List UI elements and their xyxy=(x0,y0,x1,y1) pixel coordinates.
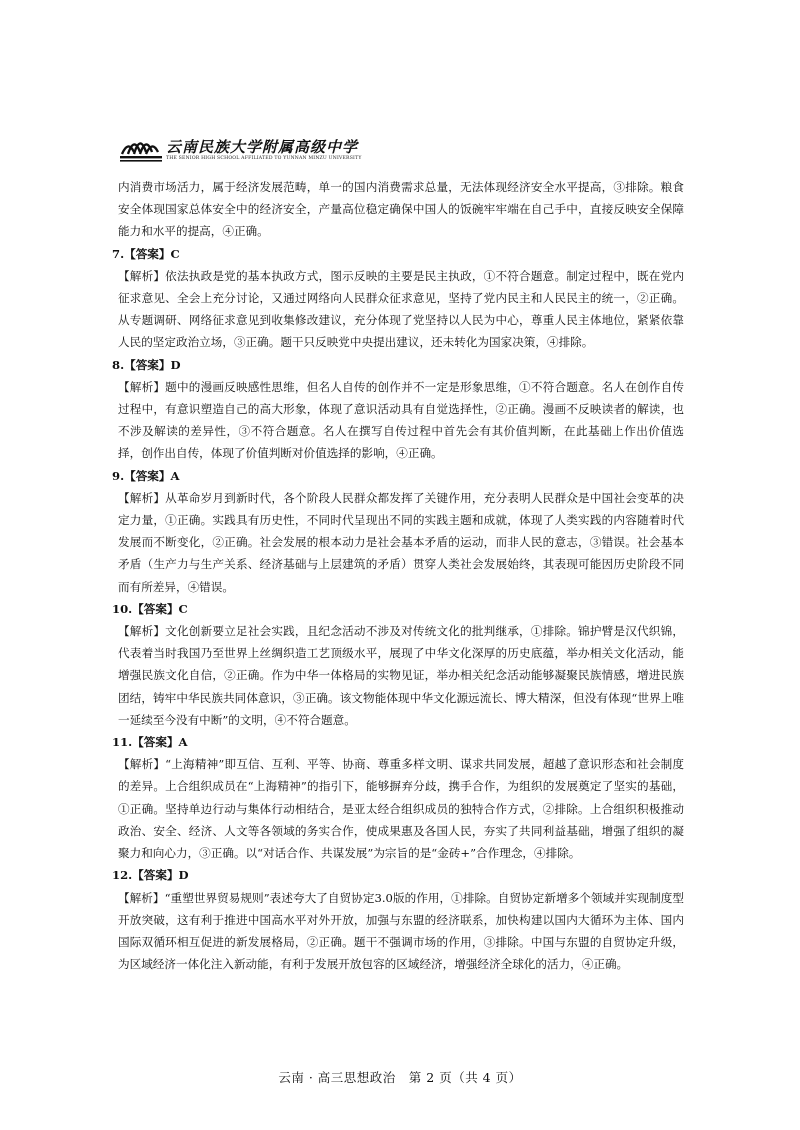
answer-label-q12: 12.【答案】D xyxy=(112,868,189,883)
answer-label-q10: 10.【答案】C xyxy=(112,601,188,616)
analysis-q7: 【解析】依法执政是党的基本执政方式，图示反映的主要是民主执政，①不符合题意。制定过程中，既在党内征求意见、全会上充分讨论，又通过网络向人民群众征求意见，坚持了党内民主和人民民主的统一，②正确。从专题调研、网络征求意见到收集修改建议，充分体现了党坚持以人民为中心，尊重人民主体地位，紧紧依靠人民的坚定政治立场，③正确。题干只反映党中央提出建议，还未转化为国家决策，④排除。 xyxy=(118,268,684,350)
analysis-q9: 【解析】从革命岁月到新时代，各个阶段人民群众都发挥了关键作用，充分表明人民群众是中国社会变革的决定力量，①正确。实践具有历史性，不同时代呈现出不同的实践主题和成就，体现了人类实践的内容随着时代发展而不断变化，②正确。社会发展的根本动力是社会基本矛盾的运动，而非人民的意志，③错误。社会基本矛盾（生产力与生产关系、经济基础与上层建筑的矛盾）贯穿人类社会发展始终，其表现可能因历史阶段不同而有所差异，④错误。 xyxy=(118,490,684,594)
analysis-q8: 【解析】题中的漫画反映感性思维，但名人自传的创作并不一定是形象思维，①不符合题意。名人在创作自传过程中，有意识塑造自己的高大形象，体现了意识活动具有自觉选择性，②正确。漫画不反映读者的解读，也不涉及解读的差异性，③不符合题意。名人在撰写自传过程中首先会有其价值判断，在此基础上作出价值选择，创作出自传，体现了价值判断对价值选择的影响，④正确。 xyxy=(118,379,684,461)
analysis-q10: 【解析】文化创新要立足社会实践，且纪念活动不涉及对传统文化的批判继承，①排除。锦护臂是汉代织锦，代表着当时我国乃至世界上丝绸织造工艺顶级水平，展现了中华文化深厚的历史底蕴，举办相关文化活动，能增强民族文化自信，②正确。作为中华一体格局的实物见证，举办相关纪念活动能够凝聚民族情感，增进民族团结，铸牢中华民族共同体意识，③正确。该文物能体现中华文化源远流长、博大精深，但没有体现“世界上唯一延续至今没有中断”的文明，④不符合题意。 xyxy=(118,624,684,727)
page-header xyxy=(118,132,418,172)
school-logo-icon xyxy=(118,132,164,166)
answer-content xyxy=(112,176,684,975)
answer-label-q7: 7.【答案】C xyxy=(112,246,180,261)
answer-label-q8: 8.【答案】D xyxy=(112,357,181,372)
page-footer: 云南 · 高三思想政治 第 2 页（共 4 页） xyxy=(278,1070,522,1085)
answer-label-q9: 9.【答案】A xyxy=(112,468,180,483)
analysis-q11: 【解析】“上海精神”即互信、互利、平等、协商、尊重多样文明、谋求共同发展，超越了意识形态和社会制度的差异。上合组织成员在“上海精神”的指引下，能够摒弃分歧，携手合作，为组织的发展奠定了坚实的基础，①正确。坚持单边行动与集体行动相结合，是亚太经合组织成员的独特合作方式，②排除。上合组织积极推动政治、安全、经济、人文等各领域的务实合作，使成果惠及各国人民，夯实了共同利益基础，增强了组织的凝聚力和向心力，③正确。以“对话合作、共谋发展”为宗旨的是“金砖+”合作理念，④排除。 xyxy=(118,757,684,861)
school-name: 云南民族大学附属高级中学 xyxy=(166,138,359,156)
analysis-q12: 【解析】“重塑世界贸易规则”表述夸大了自贸协定3.0版的作用，①排除。自贸协定新增多个领域并实现制度型开放突破，这有利于推进中国高水平对外开放，加强与东盟的经济联系，加快构建以国内大循环为主体、国内国际双循环相互促进的新发展格局，②正确。题干不强调市场的作用，③排除。中国与东盟的自贸协定升级，为区域经济一体化注入新动能，有利于发展开放包容的区域经济，增强经济全球化的活力，④正确。 xyxy=(118,890,684,972)
answer-label-q11: 11.【答案】A xyxy=(112,735,188,750)
intro-paragraph: 内消费市场活力，属于经济发展范畴，单一的国内消费需求总量，无法体现经济安全水平提高，③排除。粮食安全体现国家总体安全中的经济安全，产量高位稳定确保中国人的饭碗牢牢端在自己手中，直接反映安全保障能力和水平的提高，④正确。 xyxy=(118,180,684,239)
school-name-english: THE SENIOR HIGH SCHOOL AFFILIATED TO YUNNAN MINZU UNIVERSITY xyxy=(166,156,362,161)
